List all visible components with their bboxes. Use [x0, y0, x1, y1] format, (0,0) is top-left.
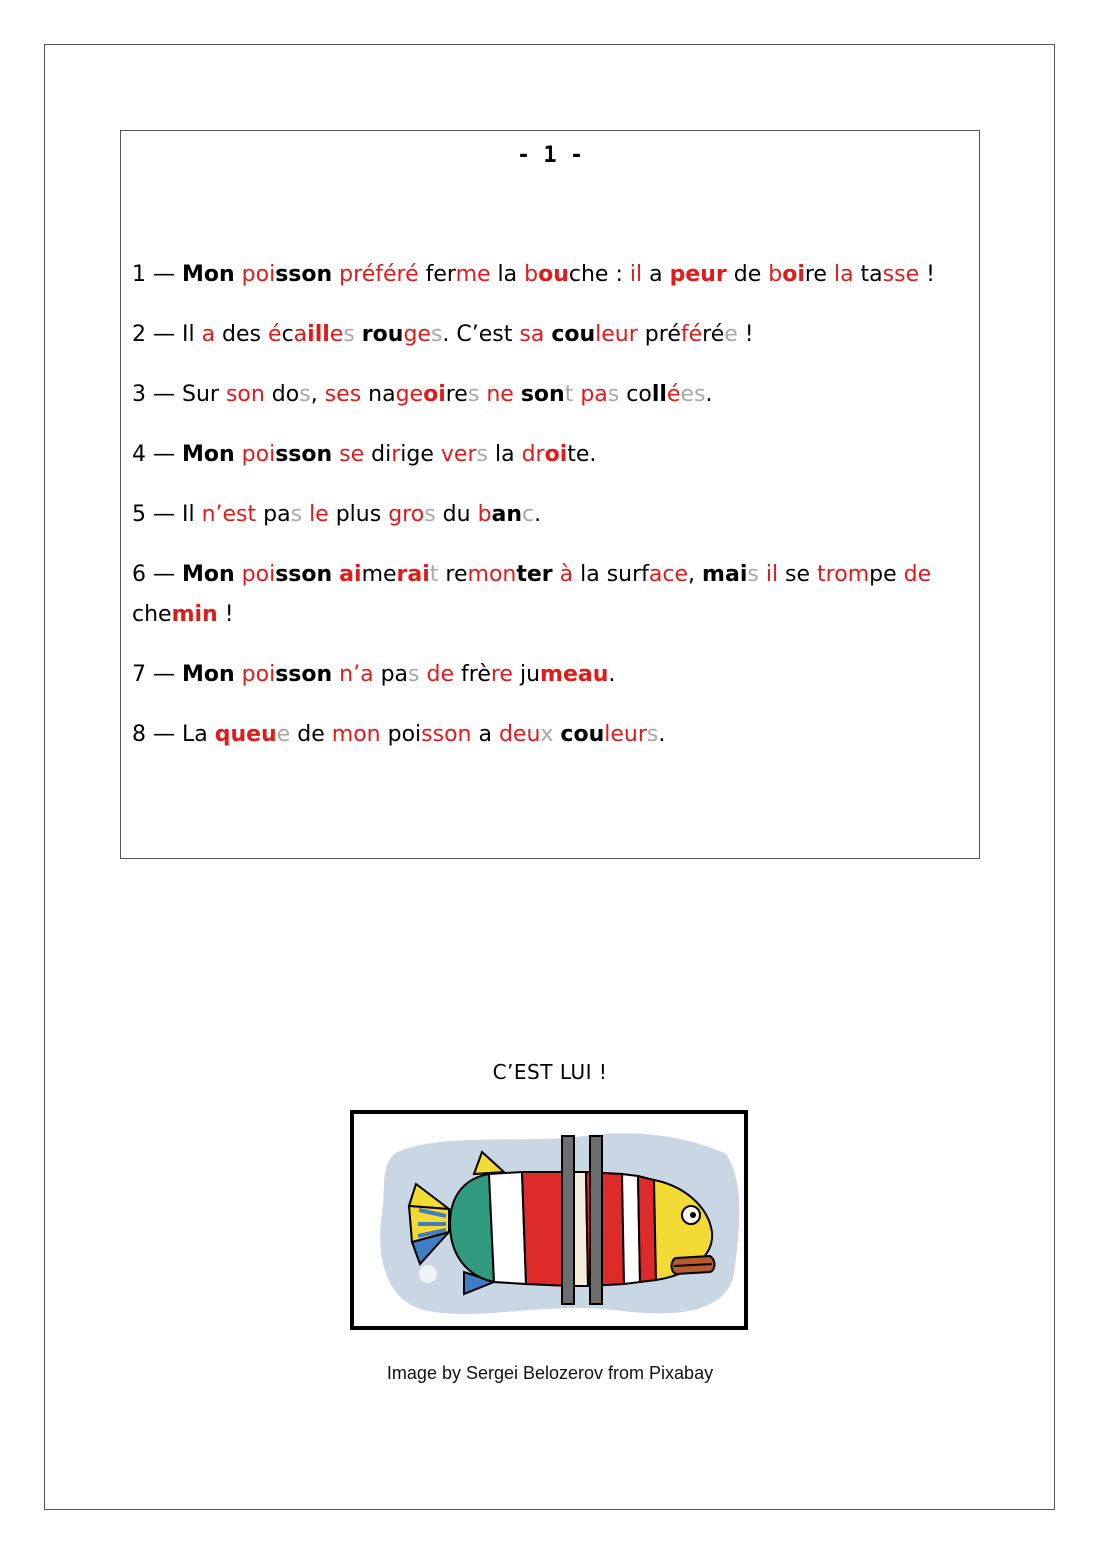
sentence-segment: ,: [688, 562, 703, 587]
sentence-segment: ai: [339, 562, 362, 587]
fish-drawing-icon: [354, 1114, 744, 1326]
sentence-card: [120, 130, 980, 859]
sentence-segment: leur: [595, 322, 638, 347]
sentence-segment: s: [290, 502, 303, 527]
sentence-segment: le: [309, 502, 329, 527]
fish-body-white: [489, 1172, 526, 1284]
sentence-segment: x: [540, 722, 554, 747]
sentence-6: [132, 555, 962, 635]
sentence-segment: a: [471, 722, 499, 747]
sentence-segment: es: [680, 382, 706, 407]
sentence-segment: 8 — La: [132, 722, 215, 747]
sentence-segment: oi: [782, 262, 805, 287]
sentence-segment: ou: [538, 262, 569, 287]
sentence-segment: na: [361, 382, 396, 407]
sentence-segment: sson: [275, 262, 333, 287]
sentence-segment: sson: [275, 662, 333, 687]
sentence-2: [132, 315, 962, 355]
sentence-segment: à: [559, 562, 574, 587]
sentence-segment: son: [520, 382, 565, 407]
sentence-segment: a: [201, 322, 216, 347]
sentence-segment: ses: [324, 382, 362, 407]
sentence-segment: [235, 662, 242, 687]
sentence-segment: s: [747, 562, 759, 587]
sentence-segment: ju: [512, 662, 541, 687]
sentence-segment: se: [778, 562, 818, 587]
sentence-segment: ver: [440, 442, 477, 467]
sentence-segment: re: [804, 262, 834, 287]
sentence-segment: poi: [380, 722, 422, 747]
sentence-5: [132, 495, 962, 535]
sentence-segment: s: [467, 382, 480, 407]
sentence-segment: ta: [853, 262, 883, 287]
sentence-segment: ge: [403, 322, 431, 347]
fish-bar-left: [562, 1136, 574, 1304]
sentence-segment: me: [361, 562, 397, 587]
sentence-segment: s: [430, 322, 443, 347]
sentence-segment: la: [487, 442, 522, 467]
sentence-segment: Mon: [181, 262, 235, 287]
sentence-segment: !: [737, 322, 754, 347]
sentence-3: [132, 375, 962, 415]
sentence-segment: [553, 562, 560, 587]
sentence-segment: queu: [214, 722, 277, 747]
sentence-segment: Mon: [181, 442, 235, 467]
sentence-segment: [759, 562, 766, 587]
sentence-segment: 3 — Sur: [132, 382, 226, 407]
sentence-segment: [355, 322, 362, 347]
sentence-segment: poi: [241, 262, 276, 287]
sentence-segment: sson: [275, 562, 333, 587]
sentence-segment: oi: [423, 382, 446, 407]
sentence-segment: poi: [241, 662, 276, 687]
sentence-segment: .: [534, 502, 542, 527]
sentence-segment: me: [455, 262, 491, 287]
sentence-segment: 4 —: [132, 442, 182, 467]
sentence-segment: !: [919, 262, 935, 287]
sentence-segment: mon: [467, 562, 517, 587]
sentence-segment: [235, 562, 242, 587]
sentence-segment: r: [391, 442, 401, 467]
sentence-segment: poi: [241, 442, 276, 467]
sentence-segment: 7 —: [132, 662, 182, 687]
sentence-segment: s: [299, 382, 311, 407]
sentence-segment: min: [171, 602, 218, 627]
sentence-segment: b: [768, 262, 783, 287]
sentence-segment: pré: [637, 322, 681, 347]
sentence-segment: se: [339, 442, 365, 467]
sentence-segment: 1 —: [132, 262, 182, 287]
sentence-segment: 6 —: [132, 562, 182, 587]
sentence-segment: s: [408, 662, 420, 687]
sentence-list: [132, 255, 962, 775]
sentence-segment: mon: [331, 722, 381, 747]
sentence-segment: gro: [388, 502, 425, 527]
sentence-segment: t: [564, 382, 574, 407]
sentence-segment: deu: [498, 722, 541, 747]
sentence-segment: e: [329, 322, 344, 347]
sentence-segment: 2 — Il: [132, 322, 202, 347]
sentence-segment: che :: [568, 262, 630, 287]
sentence-segment: re: [445, 382, 468, 407]
sentence-8: [132, 715, 962, 755]
sentence-segment: de: [290, 722, 332, 747]
fish-illustration-frame: [350, 1110, 748, 1330]
sentence-segment: plus: [328, 502, 389, 527]
sentence-segment: t: [429, 562, 439, 587]
sentence-segment: s: [343, 322, 355, 347]
sentence-segment: che: [132, 602, 172, 627]
sentence-segment: a: [293, 322, 308, 347]
sentence-segment: il: [629, 262, 643, 287]
sentence-segment: la: [833, 262, 854, 287]
sentence-segment: rai: [396, 562, 430, 587]
sentence-segment: pa: [580, 382, 608, 407]
sentence-segment: pa: [256, 502, 291, 527]
sentence-segment: ,: [310, 382, 325, 407]
sentence-segment: [235, 442, 242, 467]
sentence-segment: sse: [882, 262, 920, 287]
sentence-segment: ter: [516, 562, 553, 587]
sentence-segment: de: [426, 662, 455, 687]
sentence-segment: e: [276, 722, 291, 747]
sentence-segment: .: [608, 662, 616, 687]
sentence-segment: leur: [604, 722, 647, 747]
sentence-segment: de: [726, 262, 769, 287]
sentence-segment: peur: [669, 262, 727, 287]
sentence-segment: rou: [361, 322, 404, 347]
sentence-segment: s: [607, 382, 620, 407]
sentence-segment: a: [642, 262, 670, 287]
sentence-segment: Mon: [181, 562, 235, 587]
sentence-segment: poi: [241, 562, 276, 587]
card-number: - 1 -: [516, 143, 584, 168]
sentence-segment: ige: [400, 442, 441, 467]
sentence-segment: b: [477, 502, 492, 527]
sentence-segment: fer: [418, 262, 456, 287]
sentence-segment: n’est: [201, 502, 257, 527]
sentence-1: [132, 255, 962, 295]
sentence-segment: Mon: [181, 662, 235, 687]
sentence-segment: de: [903, 562, 932, 587]
sentence-segment: !: [217, 602, 234, 627]
sentence-segment: s: [424, 502, 436, 527]
sentence-segment: son: [225, 382, 265, 407]
sentence-segment: di: [364, 442, 392, 467]
sentence-segment: 5 — Il: [132, 502, 202, 527]
reveal-title: C’EST LUI !: [492, 1060, 608, 1084]
sentence-7: [132, 655, 962, 695]
sentence-segment: c: [522, 502, 535, 527]
sentence-segment: la: [490, 262, 525, 287]
sentence-segment: ne: [486, 382, 514, 407]
sentence-segment: re: [490, 662, 513, 687]
sentence-segment: pe: [869, 562, 904, 587]
sentence-segment: il: [765, 562, 779, 587]
bubble: [419, 1265, 437, 1283]
sentence-segment: fé: [680, 322, 703, 347]
sentence-segment: é: [666, 382, 681, 407]
sentence-segment: ge: [395, 382, 424, 407]
sentence-segment: [514, 382, 521, 407]
sentence-segment: cou: [560, 722, 605, 747]
sentence-segment: dr: [521, 442, 545, 467]
sentence-segment: [420, 662, 427, 687]
sentence-segment: ill: [307, 322, 330, 347]
sentence-segment: é: [268, 322, 282, 347]
sentence-segment: ce: [662, 562, 689, 587]
sentence-segment: s: [646, 722, 659, 747]
sentence-segment: co: [619, 382, 652, 407]
sentence-segment: sa: [519, 322, 545, 347]
sentence-segment: meau: [540, 662, 609, 687]
fish-bar-right: [590, 1136, 602, 1304]
sentence-segment: du: [435, 502, 478, 527]
sentence-segment: c: [281, 322, 294, 347]
sentence-segment: re: [438, 562, 468, 587]
sentence-segment: . C’est: [442, 322, 520, 347]
sentence-segment: s: [476, 442, 488, 467]
sentence-segment: n’a: [339, 662, 374, 687]
sentence-segment: .: [705, 382, 713, 407]
sentence-segment: sson: [421, 722, 472, 747]
sentence-segment: ll: [651, 382, 667, 407]
sentence-segment: cou: [551, 322, 596, 347]
sentence-4: [132, 435, 962, 475]
sentence-segment: an: [491, 502, 523, 527]
sentence-segment: a: [648, 562, 663, 587]
sentence-segment: pa: [373, 662, 409, 687]
sentence-segment: oi: [544, 442, 568, 467]
sentence-segment: préféré: [339, 262, 419, 287]
sentence-segment: .: [658, 722, 666, 747]
image-credit: Image by Sergei Belozerov from Pixabay: [386, 1363, 714, 1383]
sentence-segment: e: [724, 322, 738, 347]
sentence-segment: la surf: [573, 562, 649, 587]
sentence-segment: ré: [702, 322, 725, 347]
sentence-segment: do: [264, 382, 300, 407]
sentence-segment: frè: [454, 662, 491, 687]
sentence-segment: te.: [567, 442, 597, 467]
sentence-segment: [235, 262, 242, 287]
sentence-segment: sson: [275, 442, 333, 467]
sentence-segment: [302, 502, 309, 527]
sentence-segment: mai: [702, 562, 748, 587]
sentence-segment: trom: [817, 562, 870, 587]
sentence-segment: des: [215, 322, 269, 347]
sentence-segment: b: [524, 262, 539, 287]
